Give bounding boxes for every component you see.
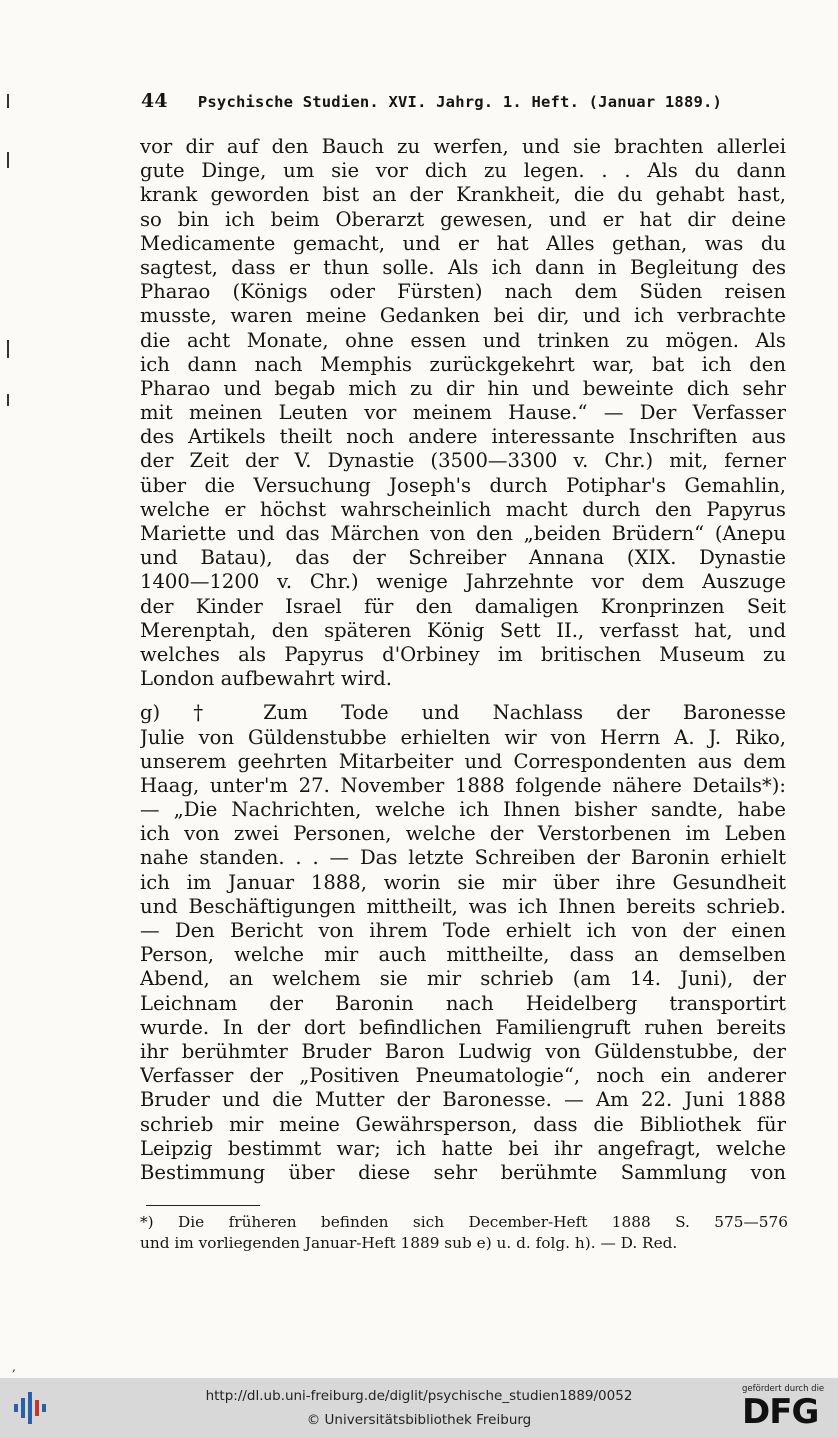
text-line: Mariette und das Märchen von den „beiden Brüdern“ (Anepu — [140, 522, 786, 545]
margin-mark — [7, 94, 9, 108]
text-line: und im vorliegenden Januar-Heft 1889 sub e) u. d. folg. h). — D. Red. — [140, 1234, 678, 1252]
margin-mark — [7, 394, 9, 406]
text-line: die acht Monate, ohne essen und trinken zu mögen. Als — [140, 328, 786, 352]
running-header — [141, 90, 786, 118]
paragraph-continuation — [140, 135, 786, 691]
text-line: unserem geehrten Mitarbeiter und Correspondenten aus dem — [140, 749, 786, 773]
text-line: gute Dinge, um sie vor dich zu legen. . . Als du dann — [140, 159, 786, 183]
funding-note: gefördert durch die — [742, 1384, 825, 1394]
body-text — [140, 135, 786, 1185]
text-line: Julie von Güldenstubbe erhielten wir von Herrn A. J. Riko, — [140, 725, 786, 749]
dfg-logo-icon: DFG — [742, 1392, 819, 1432]
text-line: Bruder und die Mutter der Baronesse. — Am 22. Juni 1888 — [140, 1088, 786, 1112]
text-line: der Kinder Israel für den damaligen Kronprinzen Seit — [140, 594, 786, 618]
text-line: nahe standen. . . — Das letzte Schreiben der Baronin erhielt — [140, 846, 786, 870]
margin-mark — [7, 340, 9, 358]
text-line: mit meinen Leuten vor meinem Hause.“ — Der Verfasser — [140, 401, 786, 425]
text-line: g) † Zum Tode und Nachlass der Baronesse — [140, 701, 786, 725]
text-line: ihr berühmter Bruder Baron Ludwig von Güldenstubbe, der — [140, 1039, 786, 1063]
text-line: Leipzig bestimmt war; ich hatte bei ihr angefragt, welche — [140, 1136, 786, 1160]
text-line: Person, welche mir auch mittheilte, dass an demselben — [140, 943, 786, 967]
text-line: *) Die früheren befinden sich December-Heft 1888 S. 575—576 — [140, 1213, 788, 1231]
text-line: Leichnam der Baronin nach Heidelberg transportirt — [140, 991, 786, 1015]
text-line: Verfasser der „Positiven Pneumatologie“, noch ein anderer — [140, 1064, 786, 1088]
text-line: vor dir auf den Bauch zu werfen, und sie brachten allerlei — [140, 135, 786, 158]
text-line: London aufbewahrt wird. — [140, 667, 393, 691]
text-line: Pharao und begab mich zu dir hin und beweinte dich sehr — [140, 376, 786, 400]
text-line: Pharao (Königs oder Fürsten) nach dem Süden reisen — [140, 280, 786, 304]
text-line: ich im Januar 1888, worin sie mir über ihre Gesundheit — [140, 870, 786, 894]
text-line: musste, waren meine Gedanken bei dir, und ich verbrachte — [140, 304, 786, 328]
stray-mark: , — [12, 1360, 16, 1374]
text-line: ich dann nach Memphis zurückgekehrt war, bat ich den — [140, 352, 786, 376]
footnote-rule — [146, 1205, 260, 1206]
text-line: sagtest, dass er thun solle. Als ich dann in Begleitung des — [140, 255, 786, 279]
text-line: des Artikels theilt noch andere interessante Inschriften aus — [140, 425, 786, 449]
text-line: über die Versuchung Joseph's durch Potiphar's Gemahlin, — [140, 473, 786, 497]
text-line: Medicamente gemacht, und er hat Alles gethan, was du — [140, 231, 786, 255]
source-url[interactable]: http://dl.ub.uni-freiburg.de/diglit/psychische_studien1889/0052 — [205, 1388, 633, 1404]
text-line: krank geworden bist an der Krankheit, die du gehabt hast, — [140, 183, 786, 207]
text-line: so bin ich beim Oberarzt gewesen, und er hat dir deine — [140, 207, 786, 231]
text-line: welches als Papyrus d'Orbiney im britischen Museum zu — [140, 642, 786, 666]
text-line: Merenptah, den späteren König Sett II., verfasst hat, und — [140, 618, 786, 642]
text-line: wurde. In der dort befindlichen Familiengruft ruhen bereits — [140, 1015, 786, 1039]
text-line: Abend, an welchem sie mir schrieb (am 14. Juni), der — [140, 967, 786, 991]
text-line: Bestimmung über diese sehr berühmte Sammlung von — [140, 1160, 786, 1184]
text-line: schrieb mir meine Gewährsperson, dass die Bibliothek für — [140, 1112, 786, 1136]
copyright-notice: © Universitätsbibliothek Freiburg — [306, 1412, 532, 1428]
text-line: und Batau), das der Schreiber Annana (XIX. Dynastie — [140, 546, 786, 570]
text-line: — Den Bericht von ihrem Tode erhielt ich von der einen — [140, 919, 786, 942]
paragraph-section-g — [140, 701, 786, 1185]
text-line: Haag, unter'm 27. November 1888 folgende nähere Details*): — [140, 773, 786, 797]
text-line: 1400—1200 v. Chr.) wenige Jahrzehnte vor dem Auszuge — [140, 570, 786, 594]
running-title: Psychische Studien. XVI. Jahrg. 1. Heft. (Januar 1889.) — [197, 93, 723, 111]
text-line: ich von zwei Personen, welche der Verstorbenen im Leben — [140, 822, 786, 846]
text-line: der Zeit der V. Dynastie (3500—3300 v. Chr.) mit, ferner — [140, 449, 786, 473]
text-line: und Beschäftigungen mittheilt, was ich Ihnen bereits schrieb. — [140, 894, 786, 918]
footer-bar — [0, 1378, 838, 1437]
text-line: — „Die Nachrichten, welche ich Ihnen bisher sandte, habe — [140, 798, 786, 822]
margin-mark — [7, 152, 9, 168]
page-number: 44 — [141, 90, 168, 112]
text-line: welche er höchst wahrscheinlich macht durch den Papyrus — [140, 497, 786, 521]
footnote — [140, 1212, 788, 1254]
